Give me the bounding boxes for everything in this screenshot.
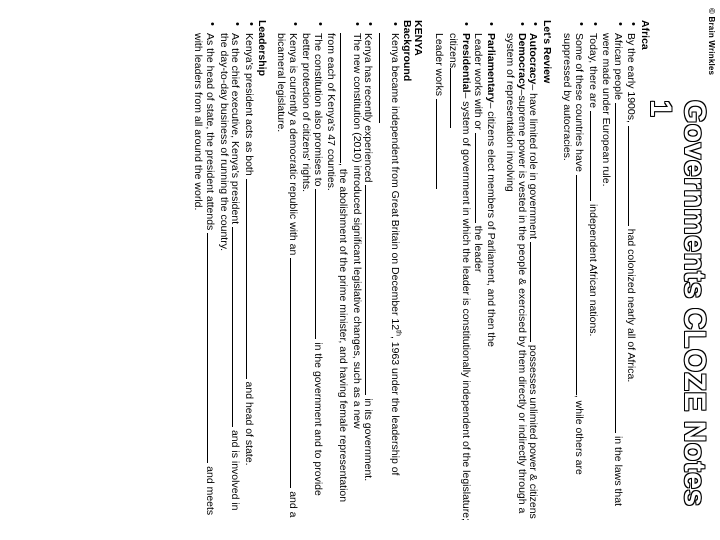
- review-list-2: [433, 20, 497, 525]
- item-text: and a bicameral legislature.: [274, 33, 299, 518]
- term-presidential: Presidential: [460, 33, 473, 93]
- item-text: and head of state.: [242, 378, 255, 466]
- fill-blank: [628, 126, 638, 226]
- item-text: had colonized nearly all of Africa.: [625, 225, 638, 383]
- review-list: [503, 20, 540, 525]
- item-text: As the head of state, the president attends: [204, 33, 216, 234]
- list-item: [527, 20, 541, 525]
- fill-blank: [315, 189, 325, 339]
- fill-blank: [576, 175, 586, 395]
- list-item: [375, 20, 400, 525]
- background-heading: Background: [400, 20, 413, 82]
- fill-blank: [590, 111, 600, 201]
- fill-blank: [450, 68, 460, 128]
- africa-heading: Africa: [639, 20, 651, 50]
- item-text: in the laws that were made under European rule.: [600, 33, 624, 507]
- title-box: [644, 100, 711, 514]
- item-text: , the abolishment of the prime minister, and having female representation from each of Kenya's 47 counties.: [325, 33, 349, 503]
- list-item: [300, 20, 325, 525]
- fill-blank: [365, 185, 375, 395]
- item-text: and is involved in the day-to-day business of running the country.: [217, 33, 242, 511]
- term-parliamentary: Parliamentary: [485, 33, 498, 103]
- item-text: Kenya became independent from Great Britain on December 12: [389, 33, 402, 331]
- list-item: [242, 20, 256, 525]
- notes-body: [192, 20, 650, 525]
- kenya-heading: KENYA: [412, 20, 425, 56]
- list-item: [586, 20, 600, 525]
- copyright: © Brain Wrinkles: [707, 8, 716, 76]
- item-text: Kenya's president acts as both: [242, 33, 255, 179]
- kenya-list: [274, 20, 400, 525]
- list-item: [217, 20, 242, 525]
- item-text: The constitution also promises to: [311, 33, 324, 190]
- list-item: [471, 20, 496, 525]
- item-text: possesses unlimited power & citizens: [527, 341, 540, 519]
- term-autocracy: Autocracy: [527, 33, 540, 85]
- item-text: , while others are suppressed by autocracies.: [561, 33, 586, 475]
- list-item: [362, 20, 376, 525]
- item-text: The new constitution (2010) introduced significant legislative changes, such as a new: [350, 33, 363, 429]
- item-text: As the chief executive, Kenya's president: [229, 33, 242, 228]
- list-item: [625, 20, 639, 525]
- list-item: [600, 20, 625, 525]
- fill-blank: [436, 99, 446, 189]
- fill-blank: [340, 33, 350, 163]
- sub-line: [433, 33, 447, 525]
- item-text: Leader works: [433, 33, 446, 99]
- item-text: By the early 1900s,: [625, 33, 638, 126]
- list-item: [503, 20, 526, 525]
- superscript: th: [394, 330, 402, 336]
- fill-blank: [232, 227, 242, 427]
- fill-blank: [290, 258, 300, 488]
- item-text: the leader: [471, 222, 484, 273]
- fill-blank: [530, 242, 540, 342]
- item-text: – have limited role in government: [527, 84, 540, 242]
- leadership-list: [192, 20, 256, 525]
- item-text: Kenya has recently experienced: [362, 33, 375, 186]
- item-text: Kenya is currently a democratic republic with an: [286, 33, 299, 259]
- fill-blank: [615, 103, 625, 433]
- list-item: [561, 20, 586, 525]
- item-text: , 1963 under the leadership of: [389, 335, 402, 476]
- item-text: in the government and to provide better protection of citizens' rights.: [300, 33, 324, 496]
- africa-list: [561, 20, 639, 525]
- item-text: – citizens elect members of Parliament, and then the: [485, 102, 498, 348]
- item-text: and meets with leaders from all around the world.: [192, 33, 216, 516]
- list-item: [325, 20, 362, 525]
- item-text: –supreme power is vested in the people & exercised by them directly or indirectly through a system of representation involving: [504, 33, 528, 514]
- list-item: [192, 20, 217, 525]
- fill-blank: [246, 179, 256, 379]
- item-text: independent African nations.: [586, 201, 599, 337]
- item-text: Today, there are: [586, 33, 599, 112]
- fill-blank: [475, 133, 485, 223]
- list-item: [274, 20, 299, 525]
- list-item: [433, 20, 472, 525]
- sub-line: [471, 33, 485, 525]
- leadership-heading: Leadership: [256, 20, 269, 77]
- item-text: African people: [611, 33, 624, 104]
- item-text: – system of government in which the leader is constitutionally independent of the legislature; citizens: [446, 33, 473, 521]
- item-text: Leader works with or: [471, 33, 484, 133]
- review-heading: Let's Review: [540, 20, 553, 84]
- fill-blank: [207, 233, 217, 463]
- item-text: in its government.: [362, 395, 375, 482]
- page-title: Governments CLOZE Notes 1: [644, 100, 711, 507]
- term-democracy: Democracy: [515, 33, 528, 90]
- fill-blank: [379, 33, 389, 123]
- item-text: Some of these countries have: [573, 33, 586, 175]
